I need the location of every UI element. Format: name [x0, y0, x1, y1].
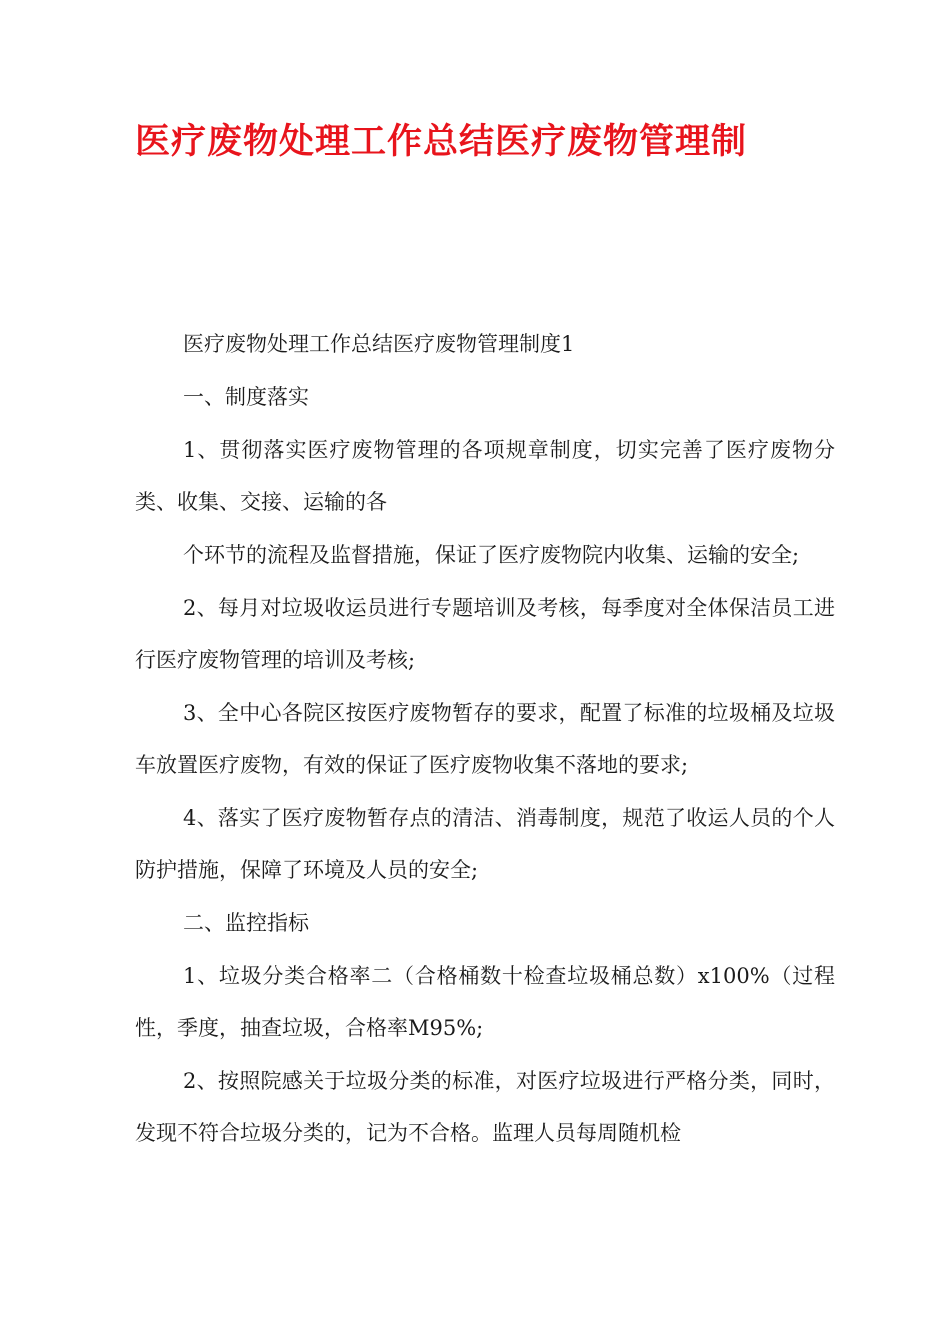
section-heading-1: 一、制度落实: [183, 385, 309, 409]
paragraph: 1、垃圾分类合格率二（合格桶数十检查垃圾桶总数）x100%（过程性，季度，抽查垃圾，合格率M95%;: [135, 964, 835, 1040]
section-heading-2: 二、监控指标: [183, 911, 309, 935]
document-body: [135, 318, 835, 1160]
paragraph: 1、贯彻落实医疗废物管理的各项规章制度，切实完善了医疗废物分类、收集、交接、运输的各: [135, 438, 835, 514]
paragraph-heading-1: 医疗废物处理工作总结医疗废物管理制度1: [183, 332, 575, 356]
paragraph: 个环节的流程及监督措施，保证了医疗废物院内收集、运输的安全;: [183, 543, 800, 567]
paragraph: 2、按照院感关于垃圾分类的标准，对医疗垃圾进行严格分类，同时，发现不符合垃圾分类的，记为不合格。监理人员每周随机检: [135, 1069, 835, 1145]
paragraph: 3、全中心各院区按医疗废物暂存的要求，配置了标准的垃圾桶及垃圾车放置医疗废物，有效的保证了医疗废物收集不落地的要求;: [135, 701, 835, 777]
paragraph: 4、落实了医疗废物暂存点的清洁、消毒制度，规范了收运人员的个人防护措施，保障了环境及人员的安全;: [135, 806, 835, 882]
paragraph: 2、每月对垃圾收运员进行专题培训及考核，每季度对全体保洁员工进行医疗废物管理的培训及考核;: [135, 596, 835, 672]
document-title: 医疗废物处理工作总结医疗废物管理制: [135, 122, 748, 162]
